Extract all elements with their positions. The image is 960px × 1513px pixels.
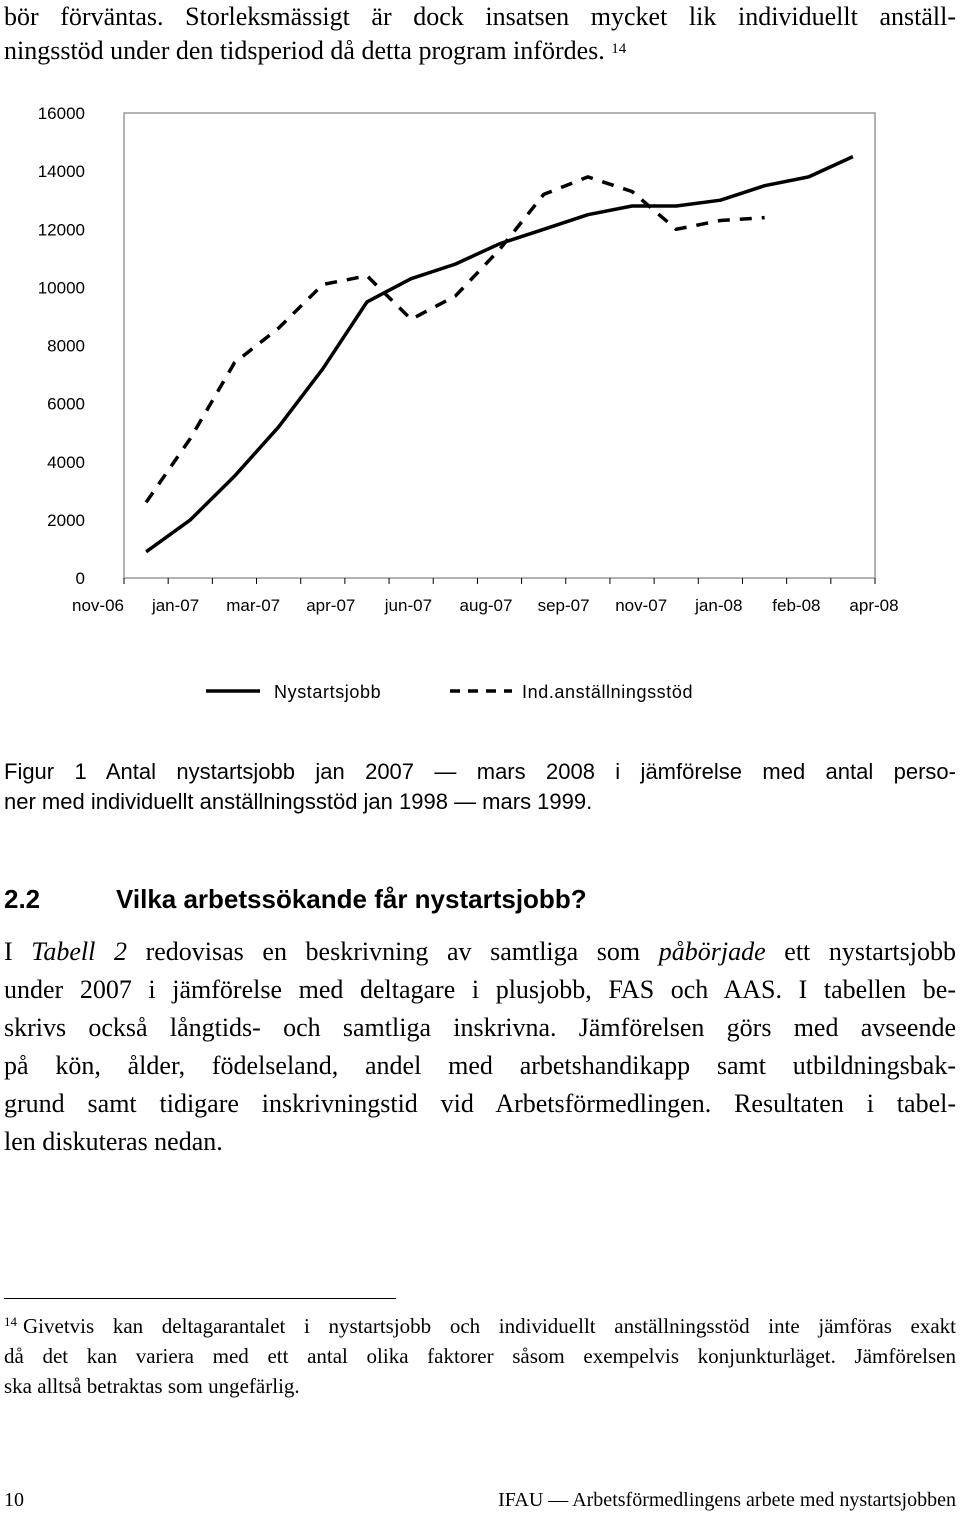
figure-caption-line-1: Figur 1 Antal nystartsjobb jan 2007 — mars 2008 i jämförelse med antal perso- [4,759,956,784]
page-number: 10 [4,1489,24,1511]
paragraph-line-6: len diskuteras nedan. [4,1127,223,1156]
x-tick-label: apr-08 [849,596,899,615]
series-line-nystartsjobb [146,157,853,552]
series-line-ind-anstallningsstod [146,177,765,503]
p1-text-b: redovisas en beskrivning av samtliga som [126,937,659,966]
y-tick-label: 8000 [47,336,85,356]
intro-line-2 [4,34,626,68]
series-layer [146,157,853,552]
intro-line-2-text: ningsstöd under den tidsperiod då detta program infördes. [4,36,605,65]
x-tick-label: jan-08 [695,596,743,615]
section-title: Vilka arbetssökande får nystartsjobb? [116,884,587,914]
y-tick-label: 2000 [47,510,85,530]
footnote-line-1-text: Givetvis kan deltagarantalet i nystartsjobb och individuellt anställningsstöd inte jämföras exakt [23,1314,956,1338]
x-tick-label: nov-07 [615,596,668,615]
intro-line-1: bör förväntas. Storleksmässigt är dock insatsen mycket lik individuellt anställ- [4,2,956,31]
plot-frame [124,113,875,578]
section-number: 2.2 [4,884,41,914]
section-heading [4,881,587,917]
figure-caption-line-2: ner med individuellt anställningsstöd jan 1998 — mars 1999. [4,789,593,814]
x-tick-label: aug-07 [459,596,513,615]
footnote-ref: 14 [611,41,627,57]
p1-text-c: ett nystartsjobb [765,937,957,966]
paragraph-line-2: under 2007 i jämförelse med deltagare i plusjobb, FAS och AAS. I tabellen be- [4,975,956,1004]
paragraph-line-4: på kön, ålder, födelseland, andel med arbetshandikapp samt utbildningsbak- [4,1051,956,1080]
y-tick-label: 0 [75,569,85,588]
paragraph-line-1 [4,933,956,971]
x-tick-label: nov-06 [72,596,124,615]
y-axis [38,104,85,588]
y-tick-label: 6000 [47,394,85,414]
legend [206,682,693,702]
footnote-line-3: ska alltså betraktas som ungefärlig. [4,1374,300,1398]
paragraph-line-5: grund samt tidigare inskrivningstid vid Arbetsförmedlingen. Resultaten i tabel- [4,1089,956,1118]
x-tick-label: jun-07 [384,596,433,615]
x-axis [72,578,899,615]
y-tick-label: 16000 [37,104,85,123]
legend-label-nystartsjobb: Nystartsjobb [274,682,382,702]
footnote-divider [4,1298,396,1299]
x-tick-label: apr-07 [306,596,356,615]
footnote-line-2: då det kan variera med ett antal olika faktorer såsom exempelvis konjunkturläget. Jämförelsen [4,1344,956,1368]
footnote-number: 14 [4,1314,17,1329]
p1-italic-tabell: Tabell 2 [31,937,127,966]
x-tick-label: feb-08 [772,596,821,615]
paragraph-line-3: skrivs också långtids- och samtliga inskrivna. Jämförelsen görs med avseende [4,1013,956,1042]
y-tick-label: 10000 [37,278,85,298]
y-tick-label: 12000 [37,220,85,240]
running-footer-title: IFAU — Arbetsförmedlingens arbete med nystartsjobben [498,1489,956,1511]
x-tick-label: sep-07 [537,596,590,615]
footnote-line-1 [4,1311,956,1341]
y-tick-label: 4000 [47,452,85,472]
x-tick-label: mar-07 [226,596,281,615]
p1-italic-paborjade: påbörjade [658,937,766,966]
legend-label-ind: Ind.anställningsstöd [522,682,694,702]
p1-text-a: I [4,937,32,966]
y-tick-label: 14000 [37,162,85,182]
plot-border [124,113,875,578]
line-chart [0,92,960,722]
x-tick-label: jan-07 [151,596,200,615]
